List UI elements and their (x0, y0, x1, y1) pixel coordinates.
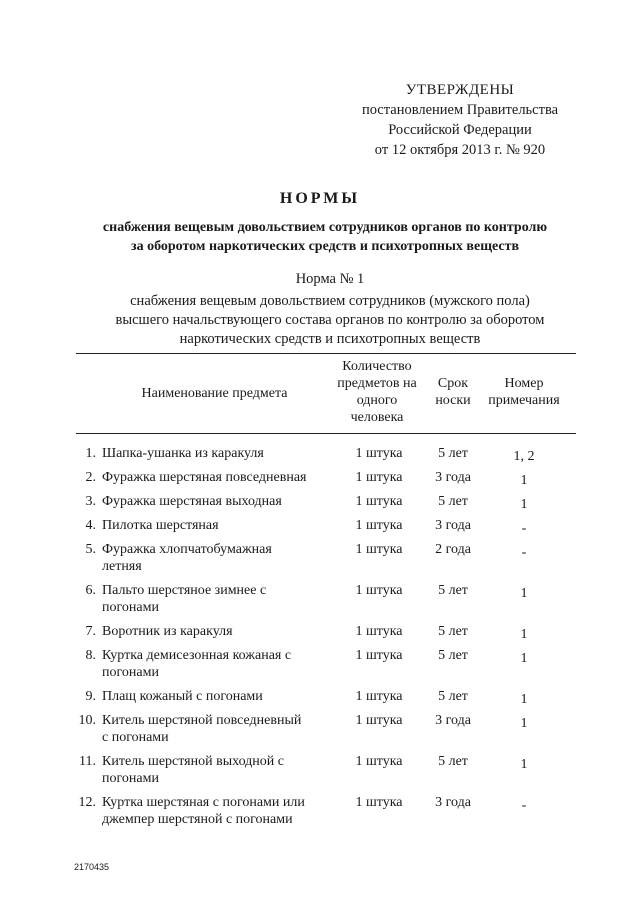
row-item-name-line: Куртка шерстяная с погонами или (102, 795, 305, 810)
row-note: 1 (520, 651, 528, 666)
footer-code: 2170435 (74, 862, 110, 872)
row-item-name (102, 517, 327, 534)
row-note: - (521, 798, 527, 813)
row-quantity: 1 штука (355, 470, 403, 485)
row-number: 1. (85, 446, 96, 461)
approval-line-1: постановлением Правительства (361, 102, 559, 118)
row-item-name-line: погонами (102, 600, 159, 615)
row-item-name (102, 582, 327, 616)
table-header-rule (76, 433, 576, 434)
row-number: 11. (79, 754, 96, 769)
row-item-name-line: Фуражка шерстяная выходная (102, 494, 282, 509)
row-term: 5 лет (438, 583, 468, 598)
row-term: 2 года (435, 542, 471, 557)
row-number: 3. (85, 494, 96, 509)
row-note: 1 (520, 586, 528, 601)
row-term: 5 лет (438, 648, 468, 663)
row-note: 1 (520, 497, 528, 512)
subtitle-line-1: снабжения вещевым довольствием сотрудников органов по контролю (102, 220, 548, 235)
row-note: - (521, 545, 527, 560)
row-item-name-line: летняя (102, 559, 142, 574)
header-qty-line: Количество (342, 359, 412, 374)
row-quantity: 1 штука (355, 795, 403, 810)
row-quantity: 1 штука (355, 518, 403, 533)
row-note: 1 (520, 627, 528, 642)
norm-number: Норма № 1 (295, 271, 365, 287)
row-term: 3 года (435, 795, 471, 810)
row-term: 5 лет (438, 446, 468, 461)
approval-title: УТВЕРЖДЕНЫ (405, 82, 515, 98)
row-term: 5 лет (438, 494, 468, 509)
header-note (482, 375, 566, 409)
approval-line-3: от 12 октября 2013 г. № 920 (374, 142, 546, 158)
row-item-name-line: Пальто шерстяное зимнее с (102, 583, 267, 598)
row-quantity: 1 штука (355, 624, 403, 639)
header-name: Наименование предмета (141, 386, 288, 401)
norm-heading (70, 270, 590, 349)
row-item-name (102, 647, 327, 681)
row-term: 3 года (435, 518, 471, 533)
table-top-rule (76, 353, 576, 354)
header-term-line: Срок (437, 376, 469, 391)
header-qty (324, 358, 430, 426)
row-item-name-line: Плащ кожаный с погонами (102, 689, 263, 704)
row-item-name-line: Куртка демисезонная кожаная с (102, 648, 292, 663)
row-item-name (102, 469, 327, 486)
row-term: 5 лет (438, 754, 468, 769)
approval-line-2: Российской Федерации (388, 122, 532, 138)
row-number: 6. (85, 583, 96, 598)
row-note: - (521, 521, 527, 536)
row-note: 1 (520, 692, 528, 707)
row-item-name (102, 688, 327, 705)
row-item-name-line: Воротник из каракуля (102, 624, 233, 639)
norm-line-2: высшего начальствующего состава органов по контролю за оборотом (115, 312, 545, 328)
row-quantity: 1 штука (355, 446, 403, 461)
row-term: 3 года (435, 470, 471, 485)
row-item-name (102, 445, 327, 462)
row-number: 2. (85, 470, 96, 485)
row-term: 5 лет (438, 624, 468, 639)
row-note: 1 (520, 473, 528, 488)
row-number: 5. (85, 542, 96, 557)
row-number: 7. (85, 624, 96, 639)
document-title: НОРМЫ (279, 190, 361, 207)
row-item-name (102, 712, 327, 746)
row-item-name (102, 623, 327, 640)
row-quantity: 1 штука (355, 494, 403, 509)
row-item-name-line: Фуражка хлопчатобумажная (102, 542, 272, 557)
row-item-name (102, 493, 327, 510)
row-quantity: 1 штука (355, 713, 403, 728)
subtitle-line-2: за оборотом наркотических средств и психотропных веществ (130, 239, 520, 254)
row-quantity: 1 штука (355, 754, 403, 769)
row-item-name-line: Пилотка шерстяная (102, 518, 219, 533)
row-quantity: 1 штука (355, 583, 403, 598)
row-item-name-line: Фуражка шерстяная повседневная (102, 470, 307, 485)
row-item-name-line: Китель шерстяной выходной с (102, 754, 284, 769)
row-quantity: 1 штука (355, 689, 403, 704)
row-number: 8. (85, 648, 96, 663)
approval-block (345, 80, 575, 160)
header-note-line: примечания (488, 393, 560, 408)
header-term-line: носки (435, 393, 471, 408)
row-number: 9. (85, 689, 96, 704)
row-term: 3 года (435, 713, 471, 728)
row-number: 12. (78, 795, 96, 810)
document-subtitle (70, 218, 580, 256)
row-item-name-line: погонами (102, 771, 159, 786)
row-item-name (102, 794, 327, 828)
row-quantity: 1 штука (355, 542, 403, 557)
row-term: 5 лет (438, 689, 468, 704)
row-item-name-line: с погонами (102, 730, 169, 745)
row-item-name (102, 541, 327, 575)
row-note: 1, 2 (513, 449, 535, 464)
row-note: 1 (520, 757, 528, 772)
header-qty-line: одного (356, 393, 398, 408)
row-note: 1 (520, 716, 528, 731)
header-qty-line: предметов на (337, 376, 417, 391)
norm-line-3: наркотических средств и психотропных веществ (179, 331, 481, 347)
row-number: 4. (85, 518, 96, 533)
row-item-name-line: джемпер шерстяной с погонами (102, 812, 293, 827)
row-item-name-line: Китель шерстяной повседневный (102, 713, 302, 728)
row-number: 10. (78, 713, 96, 728)
row-item-name-line: Шапка-ушанка из каракуля (102, 446, 264, 461)
header-note-line: Номер (504, 376, 544, 391)
header-term (424, 375, 482, 409)
norm-line-1: снабжения вещевым довольствием сотрудников (мужского пола) (130, 293, 530, 309)
row-item-name-line: погонами (102, 665, 159, 680)
row-quantity: 1 штука (355, 648, 403, 663)
header-qty-line: человека (350, 410, 404, 425)
row-item-name (102, 753, 327, 787)
